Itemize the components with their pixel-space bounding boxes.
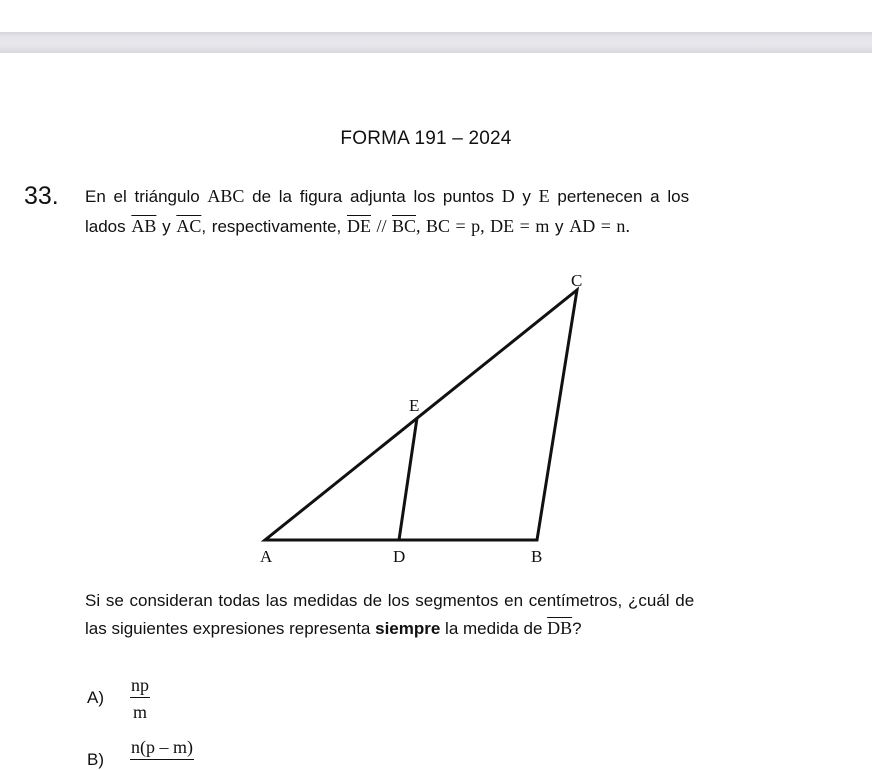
option-a-label[interactable]: A) [87,688,104,707]
math-point-d: D [501,186,515,206]
prompt-line-2 [85,618,582,639]
math-triangle-abc: ABC [207,186,245,206]
option-b-denominator [130,760,194,763]
parallel-symbol: // [370,216,392,236]
form-title: FORMA 191 – 2024 [340,128,512,149]
math-equations: , BC = p, DE = m [416,216,550,236]
math-point-e: E [538,186,550,206]
emphasis-siempre: siempre [375,619,441,638]
segment-db: $\overline{DB}$ [547,618,573,638]
text: lados [85,217,132,236]
label-b: B [531,547,543,566]
option-b-label[interactable]: B) [87,750,104,769]
triangle-abc [265,290,577,540]
label-d: D [393,547,406,566]
segment-bc: $\overline{BC}$ [392,216,417,236]
segment-ab: $\overline{AB}$ [131,216,157,236]
segment-de: $\overline{DE}$ [346,216,371,236]
text: y [156,217,177,236]
segment-ac: $\overline{AC}$ [176,216,202,236]
segment-de-line [399,418,417,540]
text: pertenecen a los [549,187,690,206]
option-a-denominator: m [132,702,147,722]
math-ad-equation: AD = n [569,216,626,236]
option-b-numerator: n(p – m) [130,737,194,760]
prompt-line-1: Si se consideran todas las medidas de los segmentos en centímetros, ¿cuál de [85,591,695,610]
text: la medida de [440,619,548,638]
text: En el triángulo [85,187,208,206]
text: y [549,217,570,236]
option-a-expression[interactable] [130,675,150,723]
label-e: E [409,396,420,415]
text: y [514,187,539,206]
option-a-numerator: np [130,675,150,698]
text: las siguientes expresiones representa [85,619,376,638]
option-b-expression[interactable] [130,737,194,763]
period: . [625,216,630,236]
text: , respectivamente, [201,217,347,236]
question-number: 33. [24,182,59,210]
label-a: A [260,547,273,566]
question-mark: ? [572,619,582,638]
text: de la figura adjunta los puntos [244,187,502,206]
label-c: C [571,271,583,290]
